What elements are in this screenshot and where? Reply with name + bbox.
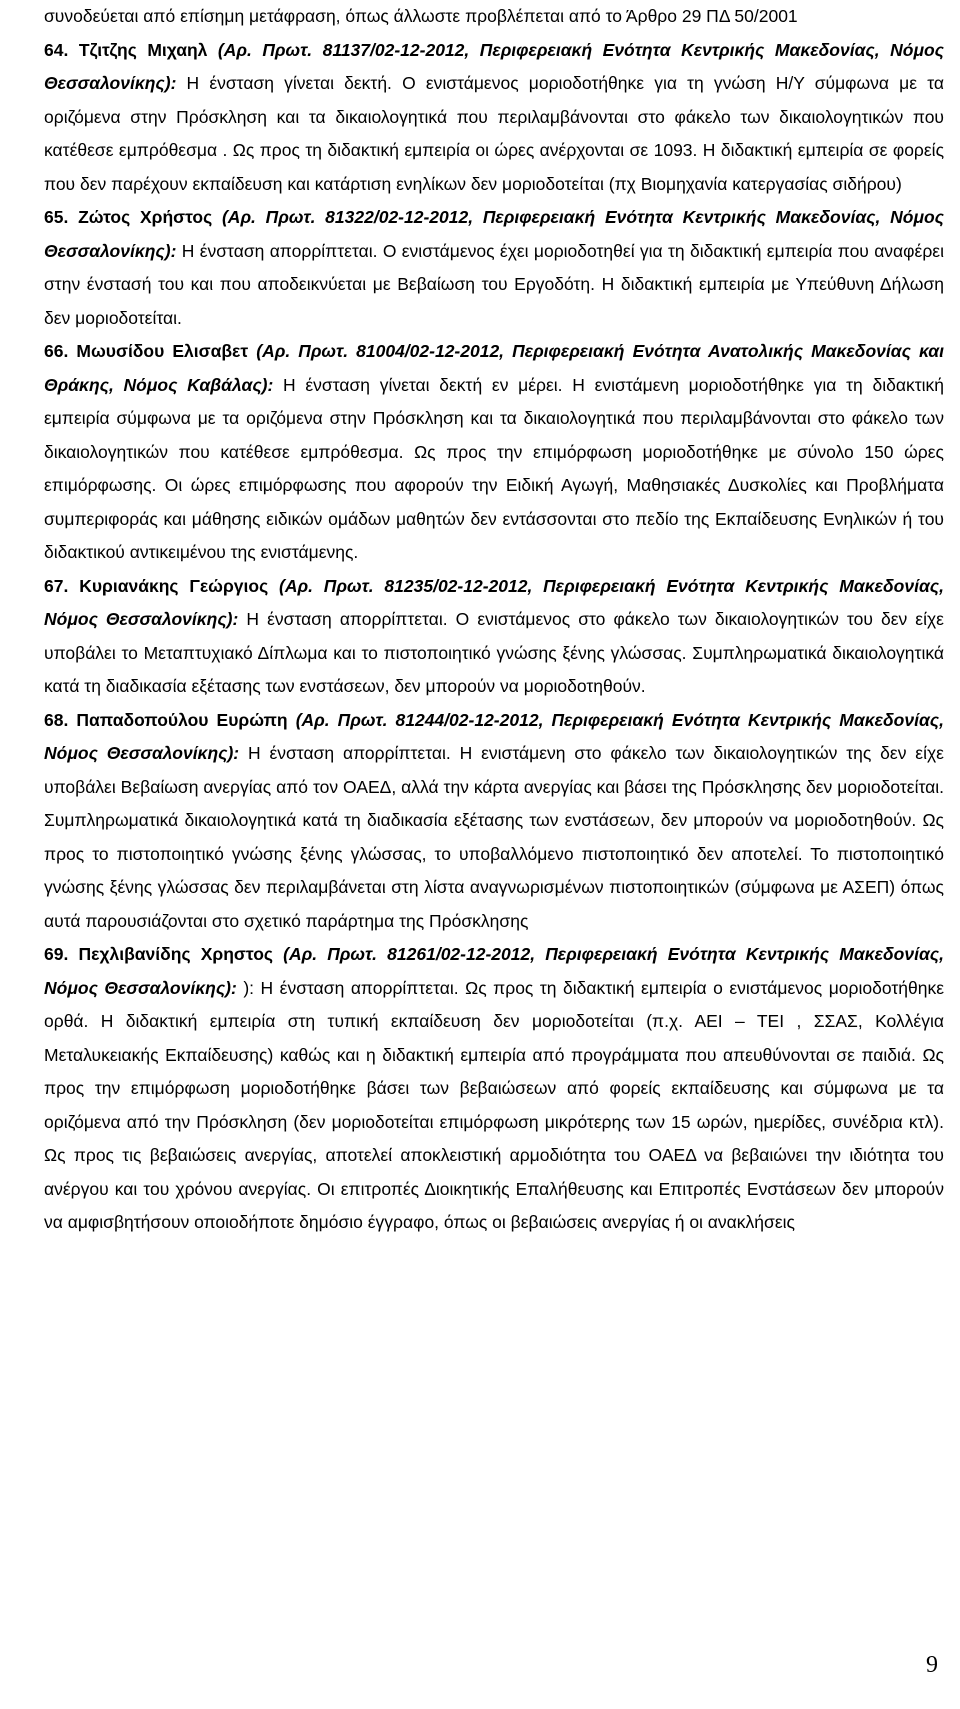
document-page	[44, 0, 944, 1240]
objection-entry-67	[44, 570, 944, 704]
entry-outcome: Η ένσταση γίνεται δεκτή.	[186, 73, 392, 93]
continuation-paragraph: συνοδεύεται από επίσημη μετάφραση, όπως άλλωστε προβλέπεται από το Άρθρο 29 ΠΔ 50/2001	[44, 6, 798, 26]
entry-body: Ο ενιστάμενος μοριοδοτήθηκε για τη γνώση Η/Υ σύμφωνα με τα οριζόμενα στην Πρόσκληση και τα δικαιολογητικά που περιλαμβάνονται στο φάκελο των δικαιολογητικών που κατέθεσε εμπρόθεσμα . Ως προς τη διδακτική εμπειρία οι ώρες ανέρχονται σε 1093. Η διδακτική εμπειρία σε φορείς που δεν παρέχουν εκπαίδευση και κατάρτιση ενηλίκων δεν μοριοδοτείται (πχ Βιομηχανία κατεργασίας σιδήρου)	[44, 73, 944, 194]
entry-name: Μωυσίδου Ελισαβετ	[76, 341, 249, 361]
entry-reference: (Αρ. Πρωτ. 81137/02-12-2012, Περιφερειακή Ενότητα Κεντρικής Μακεδονίας, Νόμος Θεσσαλονίκης):	[44, 39, 944, 93]
entry-reference: (Αρ. Πρωτ. 81235/02-12-2012, Περιφερειακή Ενότητα Κεντρικής Μακεδονίας, Νόμος Θεσσαλονίκης):	[44, 575, 944, 629]
entry-body: Ο ενιστάμενος στο φάκελο των δικαιολογητικών του δεν είχε υποβάλει το Μεταπτυχιακό Δίπλωμα και το πιστοποιητικό γνώσης ξένης γλώσσας. Συμπληρωματικά δικαιολογητικά κατά τη διαδικασία εξέτασης των ενστάσεων, δεν μπορούν να μοριοδοτηθούν.	[44, 609, 944, 696]
objection-entry-68	[44, 704, 944, 939]
entry-number: 64.	[44, 39, 69, 60]
entry-outcome: ): Η ένσταση απορρίπτεται.	[243, 977, 459, 998]
entry-name: Ζώτος Χρήστος	[78, 207, 213, 227]
entry-number: 69.	[44, 944, 69, 964]
objection-entry-65	[44, 201, 944, 335]
entry-body: Ως προς τη διδακτική εμπειρία ο ενιστάμενος μοριοδοτήθηκε ορθά. Η διδακτική εμπειρία στη τυπική εκπαίδευση δεν μοριοδοτείται (π.χ. ΑΕΙ – ΤΕΙ , ΣΣΑΣ, Κολλέγια Μεταλυκειακής Εκπαίδευσης) καθώς και η διδακτική εμπειρία από προγράμματα που απευθύνονται σε παιδιά. Ως προς την επιμόρφωση μοριοδοτήθηκε βάσει των βεβαιώσεων από φορείς εκπαίδευσης και σύμφωνα με τα οριζόμενα από την Πρόσκληση (δεν μοριοδοτείται επιμόρφωση μικρότερης των 15 ωρών, ημερίδες, συνέδρια κτλ). Ως προς τις βεβαιώσεις ανεργίας, αποτελεί αποκλειστική αρμοδιότητα του ΟΑΕΔ να βεβαιώνει την ιδιότητα του ανέργου και του χρόνου ανεργίας. Οι επιτροπές Διοικητικής Επαλήθευσης και Επιτροπές Ενστάσεων δεν μπορούν να αμφισβητήσουν οποιοδήποτε δημόσιο έγγραφο, όπως οι βεβαιώσεις ανεργίας ή οι ανακλήσεις	[44, 977, 944, 1232]
entry-reference: (Αρ. Πρωτ. 81004/02-12-2012, Περιφερειακή Ενότητα Ανατολικής Μακεδονίας και Θράκης, Νόμος Καβάλας):	[44, 341, 944, 395]
entry-name: Πεχλιβανίδης Χρηστος	[78, 944, 273, 964]
entry-body: Ο ενιστάμενος έχει μοριοδοτηθεί για τη διδακτική εμπειρία που αναφέρει στην ένστασή του και που αποδεικνύεται με Βεβαίωση του Εργοδότη. Η διδακτική εμπειρία με Υπεύθυνη Δήλωση δεν μοριοδοτείται.	[44, 240, 944, 328]
entry-number: 67.	[44, 575, 69, 596]
entry-number: 68.	[44, 709, 69, 730]
entry-reference: (Αρ. Πρωτ. 81322/02-12-2012, Περιφερειακή Ενότητα Κεντρικής Μακεδονίας, Νόμος Θεσσαλονίκης):	[44, 207, 944, 261]
entry-name: Παπαδοπούλου Ευρώπη	[76, 709, 288, 730]
page-number: 9	[926, 1652, 938, 1678]
entry-name: Κυριανάκης Γεώργιος	[79, 575, 269, 596]
entry-outcome: Η ένσταση απορρίπτεται.	[246, 609, 448, 629]
entry-outcome: Η ένσταση γίνεται δεκτή εν μέρει.	[283, 374, 563, 395]
entry-reference: (Αρ. Πρωτ. 81261/02-12-2012, Περιφερειακή Ενότητα Κεντρικής Μακεδονίας, Νόμος Θεσσαλονίκης):	[44, 944, 944, 998]
entry-body: Η ενιστάμενη στο φάκελο των δικαιολογητικών της δεν είχε υποβάλει Βεβαίωση ανεργίας από τον ΟΑΕΔ, αλλά την κάρτα ανεργίας και βάσει της Πρόσκλησης δεν μοριοδοτείται. Συμπληρωματικά δικαιολογητικά κατά τη διαδικασία εξέτασης των ενστάσεων, δεν μπορούν να μοριοδοτηθούν. Ως προς το πιστοποιητικό γνώσης ξένης γλώσσας, το υποβαλλόμενο πιστοποιητικό δεν αποτελεί. Το πιστοποιητικό γνώσης ξένης γλώσσας δεν περιλαμβάνεται στη λίστα αναγνωρισμένων πιστοποιητικών (σύμφωνα με ΑΣΕΠ) όπως αυτά παρουσιάζονται στο σχετικό παράρτημα της Πρόσκλησης	[44, 743, 944, 931]
objection-entry-64	[44, 34, 944, 202]
entry-outcome: Η ένσταση απορρίπτεται.	[181, 240, 378, 261]
entry-outcome: Η ένσταση απορρίπτεται.	[247, 743, 451, 763]
entry-number: 66.	[44, 341, 69, 361]
entry-name: Τζιτζης Μιχαηλ	[78, 39, 208, 60]
objection-entry-69	[44, 938, 944, 1240]
entry-number: 65.	[44, 207, 69, 227]
entry-body: Η ενιστάμενη μοριοδοτήθηκε για τη διδακτική εμπειρία σύμφωνα με τα οριζόμενα στην Πρόσκληση και τα δικαιολογητικά που περιλαμβάνονται στο φάκελο των δικαιολογητικών που κατέθεσε εμπρόθεσμα. Ως προς την επιμόρφωση μοριοδοτήθηκε με σύνολο 150 ώρες επιμόρφωσης. Οι ώρες επιμόρφωσης που αφορούν την Ειδική Αγωγή, Μαθησιακές Δυσκολίες και Προβλήματα συμπεριφοράς και μάθησης ειδικών ομάδων μαθητών δεν εντάσσονται στο πεδίο της Εκπαίδευσης Ενηλικών ή του διδακτικού αντικειμένου της ενιστάμενης.	[44, 374, 944, 562]
entry-reference: (Αρ. Πρωτ. 81244/02-12-2012, Περιφερειακή Ενότητα Κεντρικής Μακεδονίας, Νόμος Θεσσαλονίκης):	[44, 709, 944, 763]
objection-entry-66	[44, 335, 944, 570]
